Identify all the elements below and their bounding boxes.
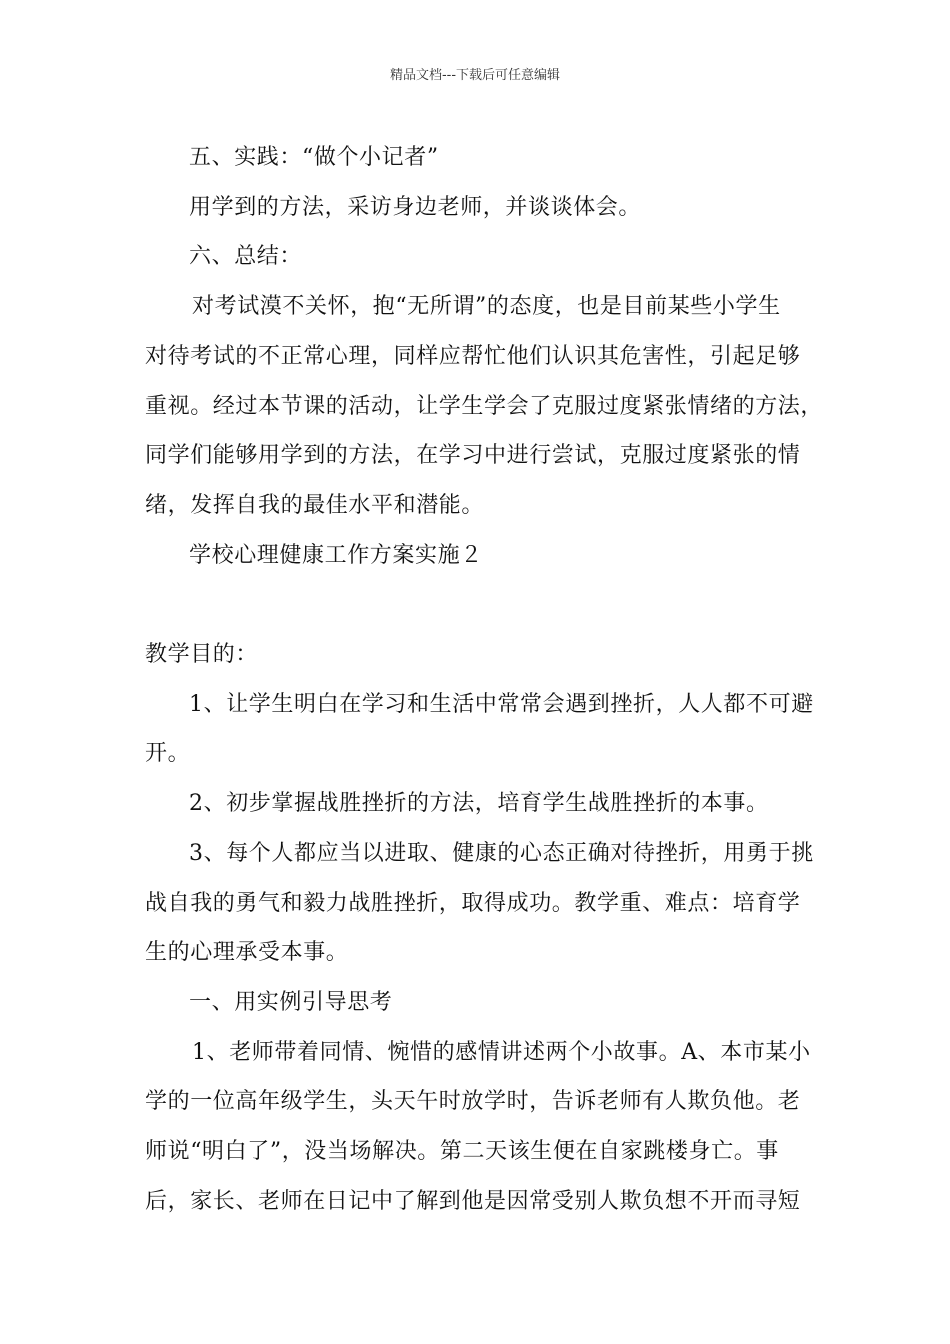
- paragraph-line: 同学们能够用学到的方法，在学习中进行尝试，克服过度紧张的情: [145, 443, 801, 469]
- paragraph-line: 对待考试的不正常心理，同样应帮忙他们认识其危害性，引起足够: [145, 343, 801, 369]
- section-heading-summary: 六、总结：: [189, 244, 303, 270]
- section-heading-practice: 五、实践：“做个小记者”: [189, 145, 439, 170]
- paragraph-line: 后，家长、老师在日记中了解到他是因常受别人欺负想不开而寻短: [145, 1188, 801, 1214]
- list-item: 2、初步掌握战胜挫折的方法，培育学生战胜挫折的本事。: [189, 791, 769, 817]
- blank-line: [145, 580, 825, 630]
- paragraph-line: 重视。经过本节课的活动，让学生学会了克服过度紧张情绪的方法，: [145, 393, 824, 419]
- section-heading-examples: 一、用实例引导思考: [189, 989, 393, 1015]
- list-item: 1、让学生明白在学习和生活中常常会遇到挫折，人人都不可避: [189, 691, 814, 717]
- list-item-continuation: 生的心理承受本事。: [145, 940, 349, 966]
- list-item-continuation: 开。: [145, 741, 191, 767]
- paragraph-line: 绪，发挥自我的最佳水平和潜能。: [145, 492, 485, 518]
- paragraph-line: 用学到的方法，采访身边老师，并谈谈体会。: [189, 194, 642, 220]
- document-body: [145, 133, 825, 1226]
- section-heading-objectives: 教学目的：: [145, 642, 259, 668]
- paragraph-line: 学的一位高年级学生，头天午时放学时，告诉老师有人欺负他。老: [145, 1089, 801, 1115]
- paragraph-line: 1、老师带着同情、惋惜的感情讲述两个小故事。A、本市某小: [192, 1039, 811, 1065]
- paragraph-line: 对考试漠不关怀，抱“无所谓”的态度，也是目前某些小学生: [192, 294, 781, 320]
- page-header: 精品文档---下载后可任意编辑: [389, 68, 561, 83]
- document-subtitle: 学校心理健康工作方案实施２: [189, 542, 483, 568]
- list-item: 3、每个人都应当以进取、健康的心态正确对待挫折，用勇于挑: [189, 840, 814, 866]
- list-item-continuation: 战自我的勇气和毅力战胜挫折，取得成功。教学重、难点：培育学: [145, 890, 801, 916]
- paragraph-line: 师说“明白了”，没当场解决。第二天该生便在自家跳楼身亡。事: [145, 1139, 779, 1165]
